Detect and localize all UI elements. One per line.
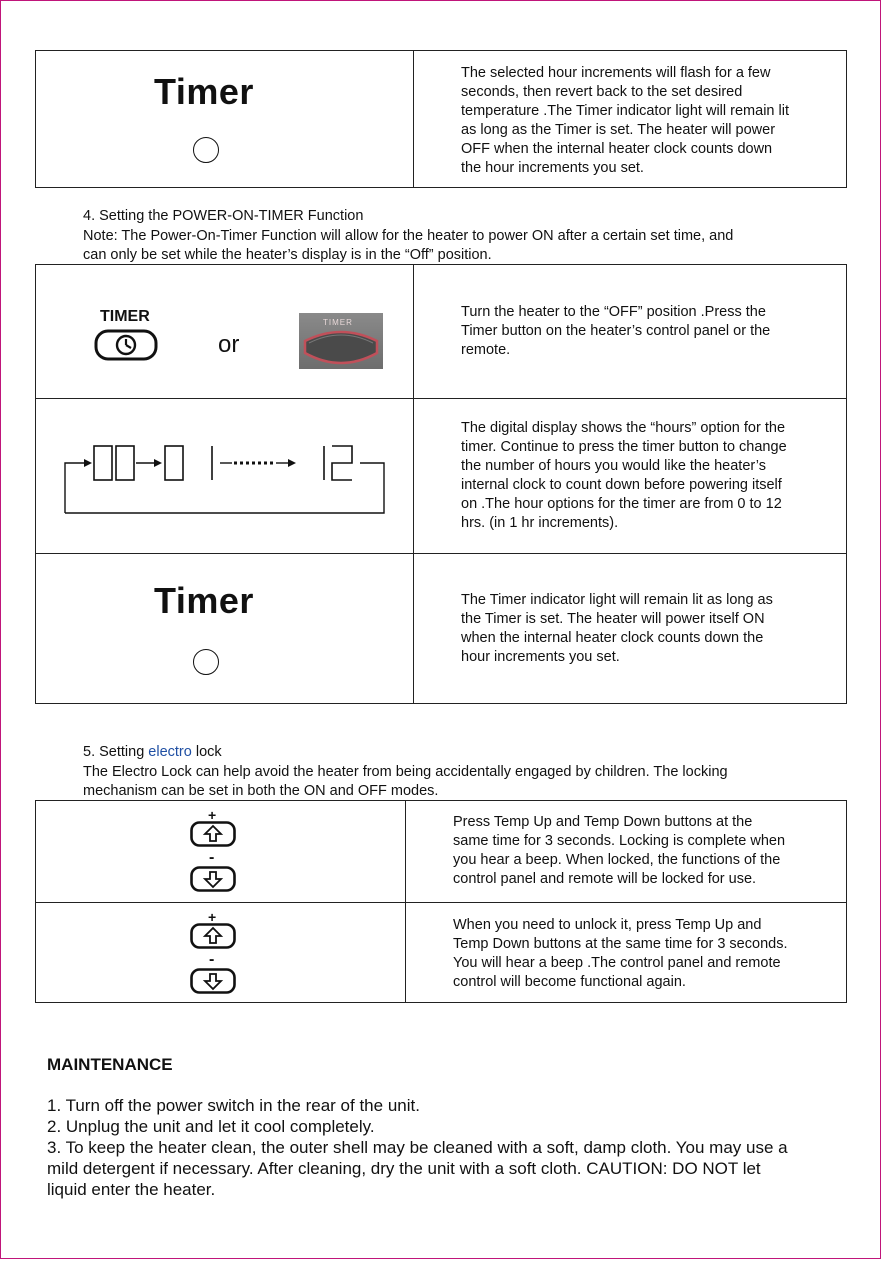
section5-body: The Electro Lock can help avoid the heater from being accidentally engaged by children. The locking mechanism can be set in both the ON and OFF modes. [83, 764, 728, 799]
maintenance-title: MAINTENANCE [47, 1055, 173, 1074]
electro-lock-table [35, 800, 847, 1003]
row3-description: The Timer indicator light will remain lit as long as the Timer is set. The heater will power itself ON when the internal heater clock counts down the hour increments you set. [461, 592, 773, 665]
lcd-digits-12 [324, 446, 352, 480]
or-label: or [218, 331, 240, 358]
temp-up-button[interactable] [190, 923, 236, 949]
maintenance-item: 3. To keep the heater clean, the outer shell may be cleaned with a soft, damp cloth. You may use a mild detergent if necessary. After cleaning, dry the unit with a soft cloth. CAUTION: DO NOT let liquid enter the heater. [47, 1138, 788, 1199]
remote-timer-button[interactable] [299, 313, 383, 369]
arrow-up-icon [190, 923, 236, 949]
remote-button-shape-icon [299, 313, 383, 369]
maintenance-item: 2. Unplug the unit and let it cool completely. [47, 1117, 375, 1136]
minus-sign: - [209, 849, 215, 866]
lcd-digits-00 [94, 446, 134, 480]
table-row [36, 265, 846, 398]
table-row [36, 801, 846, 902]
electro-link[interactable]: electro [148, 744, 192, 760]
timer-indicator-light-icon [193, 649, 219, 675]
section4-heading: 4. Setting the POWER-ON-TIMER Function [83, 208, 364, 224]
plus-sign: + [208, 909, 217, 925]
power-on-timer-table [35, 264, 847, 704]
lcd-display-sequence [62, 437, 392, 517]
timer-table [35, 50, 847, 188]
lcd-digits-01 [165, 446, 212, 480]
timer-button[interactable] [94, 329, 158, 361]
timer-button-label: TIMER [100, 308, 150, 325]
heading-suffix: lock [191, 744, 222, 760]
timer-title: Timer [154, 71, 254, 112]
timer-description: The selected hour increments will flash for a few seconds, then revert back to the set desired temperature .The Timer indicator light will remain lit as long as the Timer is set. The heater will power OFF when the internal heater clock counts down the hour increments you set. [461, 65, 789, 176]
clock-icon [94, 329, 158, 361]
section4-note: Note: The Power-On-Timer Function will allow for the heater to power ON after a certain set time, and can only be set while the heater’s display is in the “Off” position. [83, 228, 734, 263]
temp-down-button[interactable] [190, 866, 236, 892]
section5-heading [83, 743, 222, 762]
row1-description: Turn the heater to the “OFF” position .Press the Timer button on the heater’s control panel or the remote. [461, 304, 771, 358]
table-row [36, 553, 846, 704]
plus-sign: + [208, 807, 217, 823]
table-row [36, 902, 846, 1003]
row2-description: The digital display shows the “hours” option for the timer. Continue to press the timer button to change the number of hours you would like the heater’s internal clock to count down before powering itself on .The hour options for the timer are from 0 to 12 hrs. (in 1 hr increments). [461, 420, 787, 531]
temp-up-button[interactable] [190, 821, 236, 847]
remote-timer-label: TIMER [323, 318, 353, 327]
table-row [36, 398, 846, 554]
heading-prefix: 5. Setting [83, 744, 149, 760]
arrow-down-icon [190, 866, 236, 892]
timer-indicator-light-icon [193, 137, 219, 163]
arrow-up-icon [190, 821, 236, 847]
unlock-description: When you need to unlock it, press Temp Up and Temp Down buttons at the same time for 3 seconds. You will hear a beep .The control panel and remote control will become functional again. [453, 917, 788, 990]
arrow-down-icon [190, 968, 236, 994]
minus-sign: - [209, 951, 215, 968]
lock-description: Press Temp Up and Temp Down buttons at the same time for 3 seconds. Locking is complete when you hear a beep. When locked, the functions of the control panel and remote will be locked for use. [453, 814, 786, 887]
maintenance-item: 1. Turn off the power switch in the rear of the unit. [47, 1096, 420, 1115]
temp-down-button[interactable] [190, 968, 236, 994]
timer-title: Timer [154, 580, 254, 621]
column-divider [413, 51, 414, 187]
